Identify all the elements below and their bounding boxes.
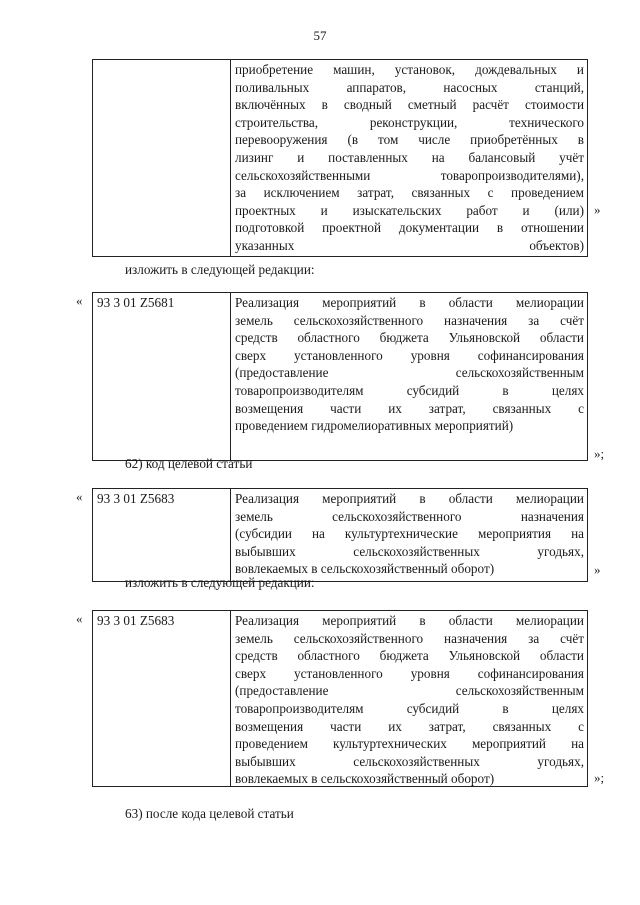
description-line: Реализация мероприятий в области мелиорации xyxy=(235,295,584,310)
description-line: (субсидии на культуртехнические мероприятия на xyxy=(235,526,584,542)
description-line: за исключением затрат, связанных с проведением xyxy=(235,185,584,201)
description-line: товаропроизводителям субсидий в целях xyxy=(235,382,584,398)
description-line: сельскохозяйственными товаропроизводителями), xyxy=(235,167,584,183)
description-line: вовлекаемых в сельскохозяйственный оборот) xyxy=(235,771,495,787)
description-line: лизинг и поставленных на балансовый учёт xyxy=(235,149,584,165)
code-cell: 93 3 01 Z5683 xyxy=(93,489,231,581)
description-line: земель сельскохозяйственного назначения xyxy=(235,508,584,524)
paragraph-instruction: изложить в следующей редакции: xyxy=(125,575,315,590)
description-line: (предоставление сельскохозяйственным xyxy=(235,365,584,381)
code-cell: 93 3 01 Z5681 xyxy=(93,293,231,460)
description-line: (предоставление сельскохозяйственным xyxy=(235,683,584,699)
description-line: строительства, реконструкции, технического xyxy=(235,114,584,130)
code-cell xyxy=(93,60,231,256)
description-line: возмещения части их затрат, связанных с xyxy=(235,400,584,416)
opening-quote: « xyxy=(76,611,83,626)
closing-quote: » xyxy=(594,562,601,577)
paragraph-item-63: 63) после кода целевой статьи xyxy=(125,806,294,821)
closing-quote: »; xyxy=(594,770,605,785)
description-line: сверх установленного уровня софинансирования xyxy=(235,665,584,681)
description-line: земель сельскохозяйственного назначения за счёт xyxy=(235,630,584,646)
opening-quote: « xyxy=(76,489,83,504)
paragraph-item-62: 62) код целевой статьи xyxy=(125,456,253,471)
description-line: вовлекаемых в сельскохозяйственный оборот) xyxy=(235,561,495,577)
description-line: подготовкой проектной документации в отношении xyxy=(235,220,584,236)
description-cell xyxy=(231,293,587,460)
description-line: возмещения части их затрат, связанных с xyxy=(235,718,584,734)
table-row xyxy=(92,610,588,787)
opening-quote: « xyxy=(76,293,83,308)
description-line: средств областного бюджета Ульяновской области xyxy=(235,330,584,346)
description-line: указанных объектов) xyxy=(235,237,584,253)
closing-quote: »; xyxy=(594,446,605,461)
table-row xyxy=(92,488,588,582)
description-line: перевооружения (в том числе приобретённых в xyxy=(235,132,584,148)
description-line: средств областного бюджета Ульяновской области xyxy=(235,648,584,664)
description-line: Реализация мероприятий в области мелиорации xyxy=(235,613,584,628)
description-line: сверх установленного уровня софинансирования xyxy=(235,347,584,363)
description-line: выбывших сельскохозяйственных угодьях, xyxy=(235,543,584,559)
description-line: товаропроизводителям субсидий в целях xyxy=(235,700,584,716)
description-line: Реализация мероприятий в области мелиорации xyxy=(235,491,584,506)
table-row-continuation xyxy=(92,59,588,257)
description-line: включённых в сводный сметный расчёт стоимости xyxy=(235,97,584,113)
paragraph-instruction: изложить в следующей редакции: xyxy=(125,262,315,277)
description-cell xyxy=(231,489,587,581)
description-line: поливальных аппаратов, насосных станций, xyxy=(235,79,584,95)
description-line: приобретение машин, установок, дождевальных и xyxy=(235,62,584,77)
table-row xyxy=(92,292,588,461)
description-cell xyxy=(231,60,587,256)
description-cell xyxy=(231,611,587,786)
code-cell: 93 3 01 Z5683 xyxy=(93,611,231,786)
closing-quote: » xyxy=(594,202,601,217)
page-number: 57 xyxy=(313,28,327,43)
description-line: проектных и изыскательских работ и (или) xyxy=(235,202,584,218)
description-line: выбывших сельскохозяйственных угодьях, xyxy=(235,753,584,769)
description-line: проведением гидромелиоративных мероприятий) xyxy=(235,418,514,434)
description-line: земель сельскохозяйственного назначения за счёт xyxy=(235,312,584,328)
description-line: проведением культуртехнических мероприятий на xyxy=(235,736,584,752)
